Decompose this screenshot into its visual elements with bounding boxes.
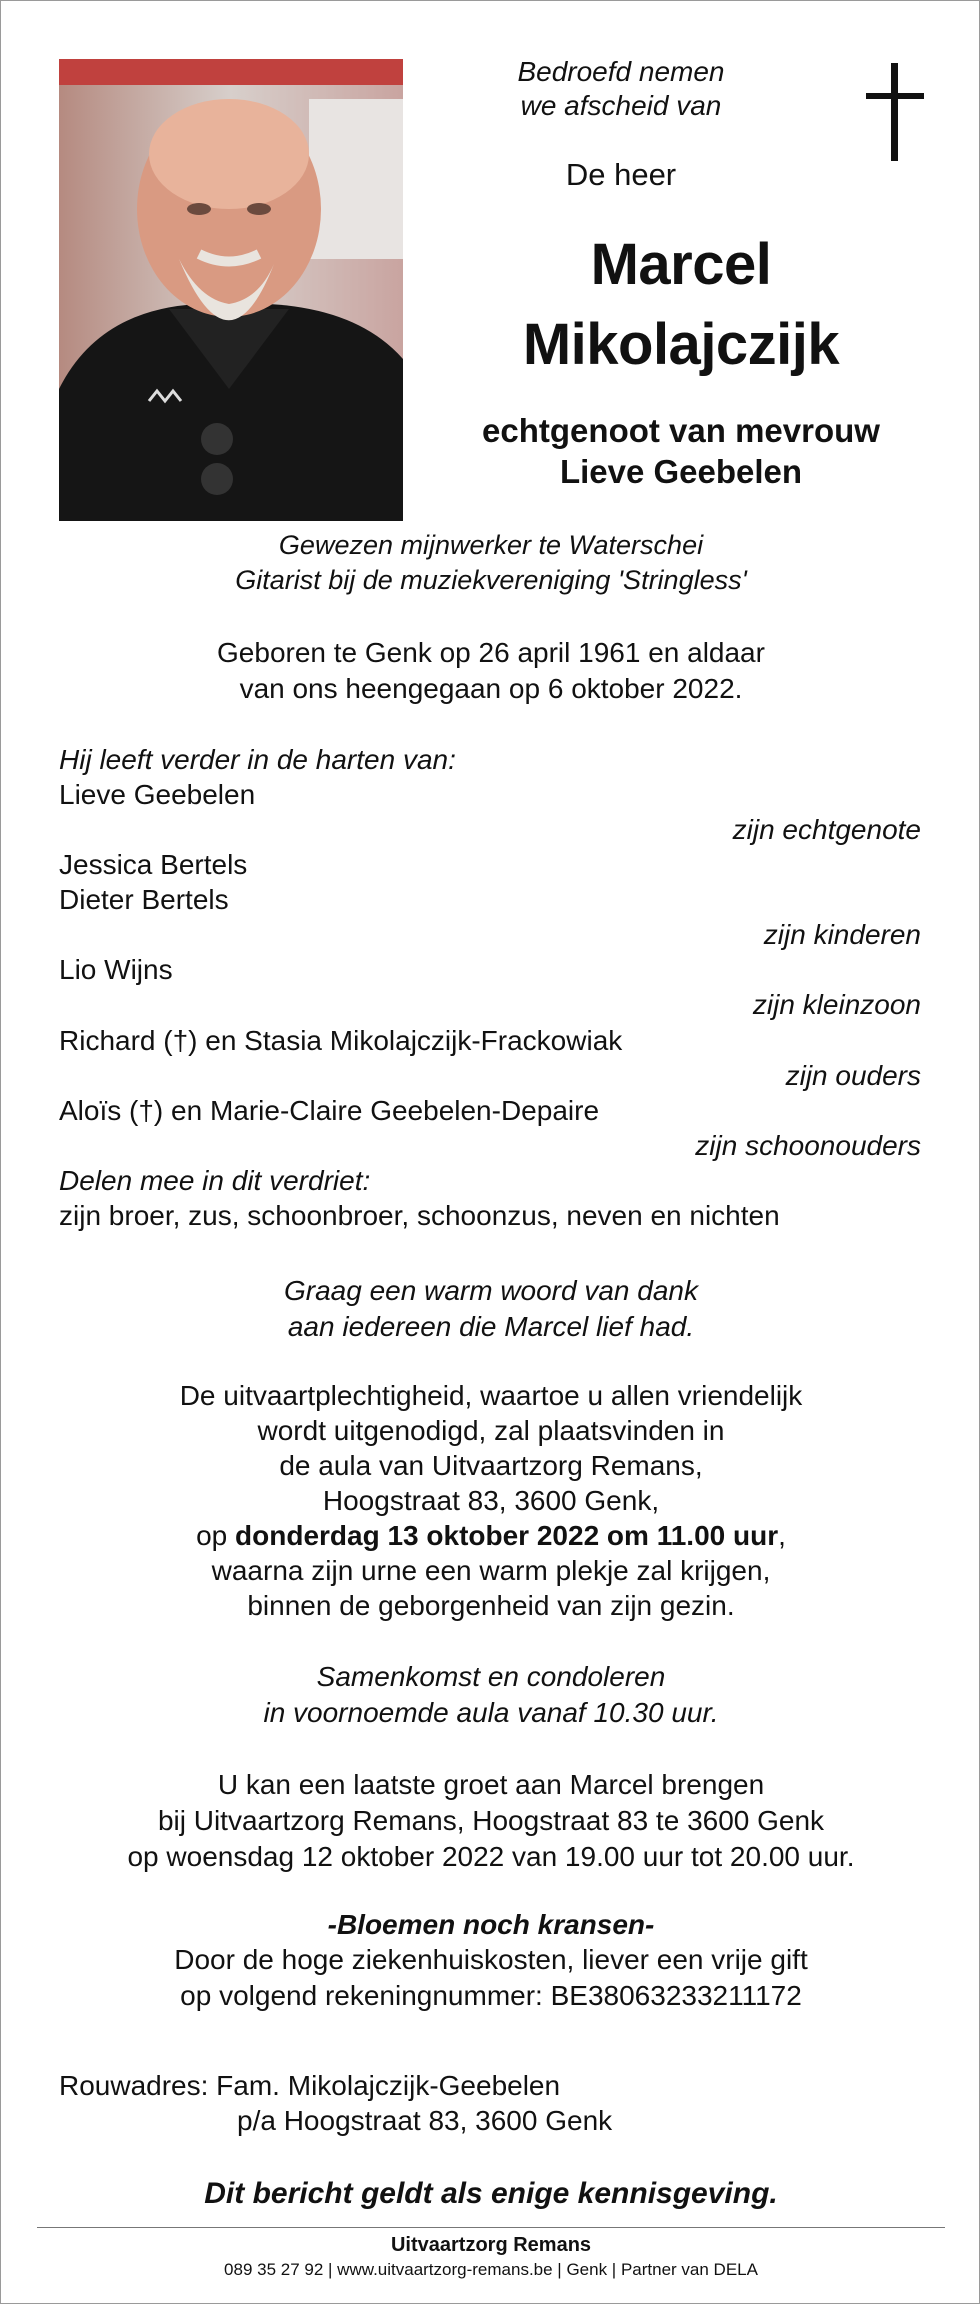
address-line-2: p/a Hoogstraat 83, 3600 Genk — [237, 2105, 613, 2136]
family-relation: zijn schoonouders — [695, 1130, 921, 1161]
family-name: Aloïs (†) en Marie-Claire Geebelen-Depaire — [59, 1095, 600, 1126]
address-line-1: Rouwadres: Fam. Mikolajczijk-Geebelen — [59, 2070, 561, 2101]
family-name: Lieve Geebelen — [59, 779, 256, 810]
deceased-first-name: Marcel — [590, 232, 772, 297]
portrait-photo — [59, 59, 403, 521]
honorific: De heer — [565, 157, 677, 192]
family-intro: Hij leeft verder in de harten van: — [59, 744, 456, 775]
family-relation: zijn ouders — [785, 1060, 921, 1091]
notice-text: Dit bericht geldt als enige kennisgeving. — [204, 2177, 778, 2210]
visit-text: U kan een laatste groet aan Marcel brengen bij Uitvaartzorg Remans, Hoogstraat 83 te 3600 Genk op woensdag 12 oktober 2022 van 19.00 uur tot 20.00 uur. — [127, 1769, 855, 1872]
gathering-text: Samenkomst en condoleren in voornoemde aula vanaf 10.30 uur. — [263, 1661, 719, 1728]
birth-death-dates: Geboren te Genk op 26 april 1961 en aldaar van ons heengegaan op 6 oktober 2022. — [217, 637, 765, 704]
family-name: Dieter Bertels — [59, 884, 229, 915]
family-relation: zijn kinderen — [763, 919, 921, 950]
family-relation: zijn echtgenote — [732, 814, 921, 845]
family-name: Jessica Bertels — [59, 849, 248, 880]
family-relation: zijn kleinzoon — [752, 989, 921, 1020]
spouse-line: echtgenoot van mevrouw — [482, 412, 880, 449]
thanks-text: Graag een warm woord van dank aan iedereen die Marcel lief had. — [284, 1275, 698, 1342]
footer-title: Uitvaartzorg Remans — [390, 2234, 592, 2256]
share-intro: Delen mee in dit verdriet: — [59, 1165, 371, 1196]
intro-text: Bedroefd nemen we afscheid van — [517, 56, 725, 121]
latin-cross-icon — [866, 63, 924, 161]
spouse-name: Lieve Geebelen — [559, 453, 803, 490]
flowers-title: -Bloemen noch kransen- — [327, 1909, 655, 1940]
ceremony-text: De uitvaartplechtigheid, waartoe u allen vriendelijk wordt uitgenodigd, zal plaatsvinden in de aula van Uitvaartzorg Remans, Hoogstraat 83, 3600 Genk, op donderdag 13 oktober 2022 om 11.00 uur, waarna zijn urne een warm plekje zal krijgen, binnen de geborgenheid van zijn gezin. — [1, 1378, 980, 1623]
ceremony-date: op donderdag 13 oktober 2022 om 11.00 uur, — [196, 1520, 786, 1551]
share-text: zijn broer, zus, schoonbroer, schoonzus, neven en nichten — [59, 1200, 780, 1231]
career-text: Gewezen mijnwerker te Waterschei Gitarist bij de muziekvereniging 'Stringless' — [235, 530, 747, 595]
flowers-text: Door de hoge ziekenhuiskosten, liever een vrije gift op volgend rekeningnummer: BE38063233211172 — [174, 1944, 808, 2011]
footer-contact: 089 35 27 92 | www.uitvaartzorg-remans.be | Genk | Partner van DELA — [224, 2260, 758, 2279]
family-name: Lio Wijns — [59, 954, 173, 985]
footer-divider — [37, 2227, 945, 2228]
family-name: Richard (†) en Stasia Mikolajczijk-Frackowiak — [59, 1025, 623, 1056]
deceased-last-name: Mikolajczijk — [522, 312, 840, 377]
